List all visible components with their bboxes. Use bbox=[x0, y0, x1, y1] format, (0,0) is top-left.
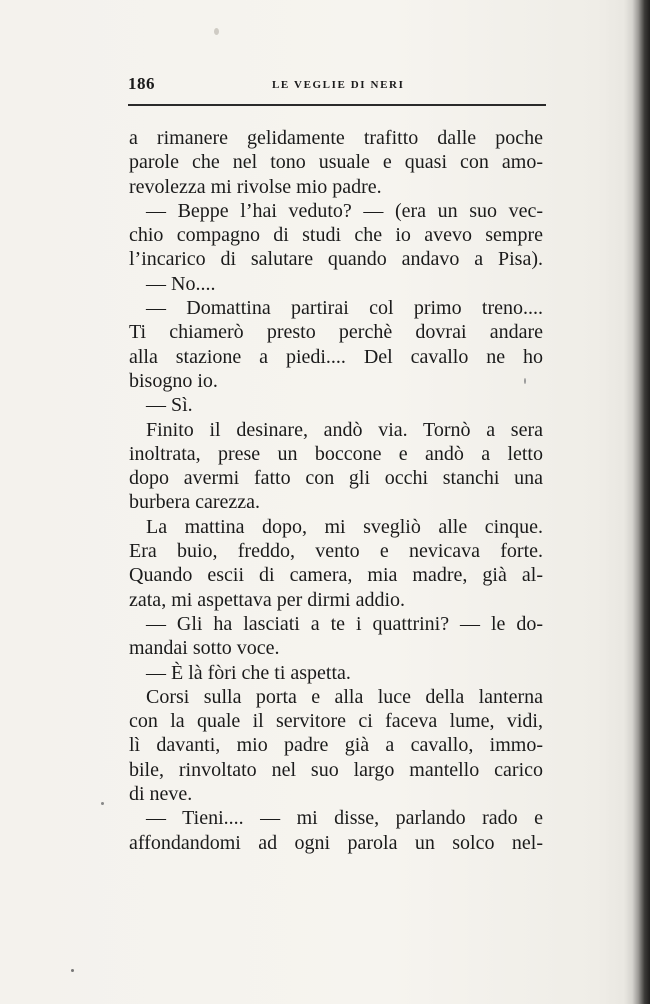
page-edge-shadow bbox=[632, 0, 650, 1004]
text-line: — Beppe l’hai veduto? — (era un suo vec- bbox=[146, 199, 543, 222]
text-line: con la quale il servitore ci faceva lume, vidi, bbox=[129, 710, 543, 733]
text-line: Corsi sulla porta e alla luce della lanterna bbox=[146, 685, 543, 708]
text-line: l’incarico di salutare quando andavo a Pisa). bbox=[129, 248, 543, 271]
text-line: — Tieni.... — mi disse, parlando rado e bbox=[146, 807, 543, 830]
text-line: di neve. bbox=[129, 783, 193, 806]
page-speck bbox=[101, 802, 104, 805]
page-gutter-shadow bbox=[624, 0, 632, 1004]
text-line: — Sì. bbox=[146, 394, 193, 417]
text-line: bisogno io. bbox=[129, 369, 218, 392]
text-line: bile, rinvoltato nel suo largo mantello carico bbox=[129, 758, 543, 781]
text-line: revolezza mi rivolse mio padre. bbox=[129, 175, 382, 198]
text-line: Quando escii di camera, mia madre, già al- bbox=[129, 564, 543, 587]
text-line: Ti chiamerò presto perchè dovrai andare bbox=[129, 321, 543, 344]
page-header bbox=[128, 74, 546, 98]
page-speck bbox=[71, 969, 74, 972]
running-title: LE VEGLIE DI NERI bbox=[272, 79, 405, 91]
text-line: mandai sotto voce. bbox=[129, 637, 280, 660]
header-rule bbox=[128, 104, 546, 106]
text-line: chio compagno di studi che io avevo sempre bbox=[129, 224, 543, 247]
text-line: dopo avermi fatto con gli occhi stanchi una bbox=[129, 467, 543, 490]
text-line: La mattina dopo, mi svegliò alle cinque. bbox=[146, 515, 543, 538]
page-speck bbox=[214, 28, 219, 35]
text-line: — Gli ha lasciati a te i quattrini? — le do- bbox=[146, 612, 543, 635]
text-line: alla stazione a piedi.... Del cavallo ne ho bbox=[129, 345, 543, 368]
text-line: — No.... bbox=[146, 272, 216, 295]
text-line: affondandomi ad ogni parola un solco nel- bbox=[129, 831, 543, 854]
text-line: a rimanere gelidamente trafitto dalle poche bbox=[129, 127, 543, 149]
text-line: parole che nel tono usuale e quasi con amo- bbox=[129, 151, 543, 174]
body-text bbox=[129, 126, 543, 855]
text-line: — Domattina partirai col primo treno.... bbox=[146, 297, 543, 320]
page-number: 186 bbox=[128, 74, 155, 93]
text-line: Finito il desinare, andò via. Tornò a sera bbox=[146, 418, 543, 441]
text-line: zata, mi aspettava per dirmi addio. bbox=[129, 588, 406, 611]
text-line: — È là fòri che ti aspetta. bbox=[146, 661, 351, 684]
text-line: burbera carezza. bbox=[129, 491, 260, 514]
text-line: lì davanti, mio padre già a cavallo, immo- bbox=[129, 734, 543, 757]
text-line: inoltrata, prese un boccone e andò a letto bbox=[129, 442, 543, 465]
text-line: Era buio, freddo, vento e nevicava forte. bbox=[129, 540, 543, 563]
page-speck bbox=[524, 378, 526, 384]
